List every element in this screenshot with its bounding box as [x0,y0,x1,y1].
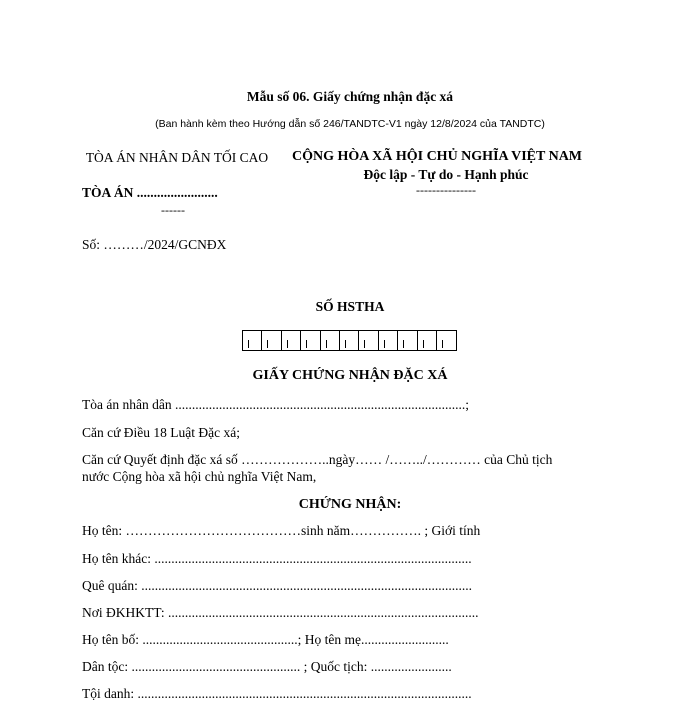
hstha-digit-box[interactable] [398,331,417,350]
crime-field: Tội danh: ................................................................................................... [82,686,472,701]
hstha-number-boxes[interactable] [242,330,457,351]
form-subtitle: (Ban hành kèm theo Hướng dẫn số 246/TANDTC-V1 ngày 12/8/2024 của TANDTC) [155,118,545,130]
basis-decision-line-2: nước Cộng hòa xã hội chủ nghĩa Việt Nam, [82,469,317,484]
supreme-court-label: TÒA ÁN NHÂN DÂN TỐI CAO [85,150,269,165]
basis-law-line: Căn cứ Điều 18 Luật Đặc xá; [82,425,241,440]
nation-title: CỘNG HÒA XÃ HỘI CHỦ NGHĨA VIỆT NAM [292,149,583,164]
hometown-field: Quê quán: .................................................................................................. [82,578,472,593]
national-motto: Độc lập - Tự do - Hạnh phúc [363,167,529,182]
hstha-digit-box[interactable] [437,331,456,350]
hstha-label: SỐ HSTHA [315,299,385,314]
document-number: Số: ………/2024/GCNĐX [82,237,227,252]
hstha-digit-box[interactable] [282,331,301,350]
certify-heading: CHỨNG NHẬN: [298,497,402,512]
basis-decision-line-1: Căn cứ Quyết định đặc xá số ………………..ngày…… /……../………… của Chủ tịch [82,452,553,467]
ethnicity-field: Dân tộc: .................................................. ; Quốc tịch: ........................ [82,659,452,674]
right-divider: --------------- [416,183,476,197]
hstha-digit-box[interactable] [359,331,378,350]
hstha-digit-box[interactable] [262,331,281,350]
name-field: Họ tên: …………………………………sinh năm……………. ; Giới tính [82,523,481,538]
hstha-digit-box[interactable] [340,331,359,350]
residence-field: Nơi ĐKHKTT: ............................................................................................ [82,605,479,620]
parents-field: Họ tên bố: ..............................................; Họ tên mẹ.......................... [82,632,449,647]
hstha-digit-box[interactable] [321,331,340,350]
left-divider: ------ [161,203,185,217]
other-name-field: Họ tên khác: .............................................................................................. [82,551,472,566]
document-heading: GIẤY CHỨNG NHẬN ĐẶC XÁ [252,368,448,383]
hstha-digit-box[interactable] [301,331,320,350]
court-line: Tòa án nhân dân ......................................................................................; [82,397,469,412]
hstha-digit-box[interactable] [243,331,262,350]
hstha-digit-box[interactable] [418,331,437,350]
court-name-field: TÒA ÁN ........................ [82,185,218,200]
form-title: Mẫu số 06. Giấy chứng nhận đặc xá [246,89,454,104]
hstha-digit-box[interactable] [379,331,398,350]
